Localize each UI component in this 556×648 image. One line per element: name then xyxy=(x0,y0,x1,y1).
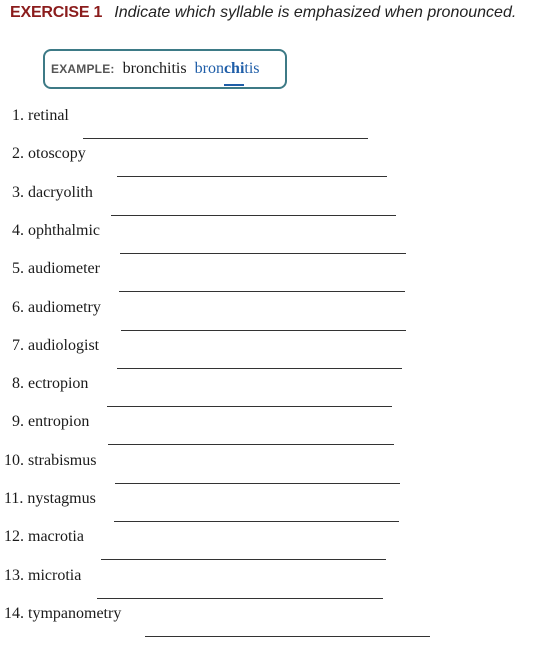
list-item xyxy=(12,375,88,393)
answer-line[interactable] xyxy=(119,291,405,292)
list-item xyxy=(12,222,100,240)
example-box xyxy=(43,49,287,89)
answer-line[interactable] xyxy=(145,636,430,637)
list-item xyxy=(4,490,96,508)
answer-line[interactable] xyxy=(97,598,383,599)
answer-line[interactable] xyxy=(115,483,400,484)
item-term: audiologist xyxy=(24,336,100,354)
example-answer-post: tis xyxy=(244,60,260,77)
item-term: strabismus xyxy=(24,451,97,469)
item-term: otoscopy xyxy=(24,145,86,163)
item-term: ophthalmic xyxy=(24,221,100,239)
item-term: nystagmus xyxy=(23,490,96,507)
item-number: 11. xyxy=(4,490,24,507)
answer-line[interactable] xyxy=(108,444,394,445)
item-term: dacryolith xyxy=(24,183,93,201)
example-tag: EXAMPLE: xyxy=(51,62,115,76)
item-number: 6. xyxy=(12,298,24,316)
list-item xyxy=(12,145,86,163)
item-number: 7. xyxy=(12,336,24,354)
list-item xyxy=(12,184,93,202)
answer-line[interactable] xyxy=(117,176,387,177)
answer-line[interactable] xyxy=(101,559,386,560)
item-term: entropion xyxy=(24,413,90,431)
item-term: tympanometry xyxy=(24,604,122,622)
item-number: 10. xyxy=(4,451,24,469)
list-item xyxy=(4,605,121,623)
list-item xyxy=(12,337,99,355)
answer-line[interactable] xyxy=(111,215,396,216)
list-item xyxy=(4,567,81,585)
item-term: microtia xyxy=(24,566,82,584)
item-term: ectropion xyxy=(24,375,89,393)
list-item xyxy=(12,107,69,125)
item-term: macrotia xyxy=(24,528,84,546)
answer-line[interactable] xyxy=(83,138,368,139)
item-number: 1. xyxy=(12,107,24,124)
exercise-label: EXERCISE 1 xyxy=(10,4,103,21)
example-answer-pre: bron xyxy=(194,60,224,77)
list-item xyxy=(12,299,101,317)
item-number: 4. xyxy=(12,221,24,239)
list-item xyxy=(4,452,96,470)
list-item xyxy=(12,413,89,431)
list-item xyxy=(12,260,100,278)
example-answer xyxy=(195,60,260,78)
example-answer-stress: chi xyxy=(223,60,245,77)
example-word: bronchitis xyxy=(122,60,187,77)
item-number: 9. xyxy=(12,413,24,431)
exercise-header xyxy=(10,4,516,22)
answer-line[interactable] xyxy=(107,406,392,407)
exercise-instruction: Indicate which syllable is emphasized when pronounced. xyxy=(114,4,517,21)
item-term: audiometer xyxy=(24,260,100,278)
item-number: 2. xyxy=(12,145,24,163)
item-number: 12. xyxy=(4,528,24,546)
item-number: 8. xyxy=(12,375,24,393)
item-term: audiometry xyxy=(24,298,101,316)
answer-line[interactable] xyxy=(114,521,399,522)
item-number: 5. xyxy=(12,260,24,278)
item-number: 13. xyxy=(4,566,24,584)
item-number: 3. xyxy=(12,183,24,201)
list-item xyxy=(4,528,84,546)
answer-line[interactable] xyxy=(120,253,406,254)
item-term: retinal xyxy=(24,107,69,124)
item-number: 14. xyxy=(4,604,24,622)
answer-line[interactable] xyxy=(117,368,402,369)
answer-line[interactable] xyxy=(121,330,406,331)
